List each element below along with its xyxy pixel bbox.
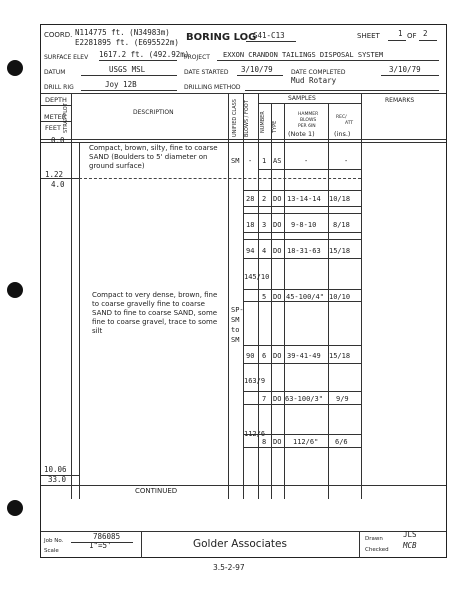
layer-description: Compact, brown, silty, fine to coarse SAND (Boulders to 5' diameter on ground surface) xyxy=(89,144,218,170)
sample-rec: 8/18 xyxy=(333,221,350,229)
col-att: ATT xyxy=(345,121,354,126)
boring-id: G41-C13 xyxy=(253,31,285,40)
sheet-of-label: OF xyxy=(407,32,417,40)
col-strat-plot: STRAT PLOT xyxy=(63,103,69,133)
scale-label: Scale xyxy=(44,548,59,554)
date-completed-label: DATE COMPLETED xyxy=(291,69,346,76)
unified-class: SP-SM to SM xyxy=(231,306,244,344)
sample-rec: 9/9 xyxy=(336,395,349,403)
sample-number: 3 xyxy=(262,221,267,229)
sample-blows-ft: 18 xyxy=(246,221,255,229)
sample-blows-ft: 112/6 xyxy=(244,430,266,438)
col-ins: (ins.) xyxy=(334,130,351,138)
sample-number: 2 xyxy=(262,195,267,203)
col-depth: DEPTH xyxy=(45,96,67,104)
col-number: NUMBER xyxy=(260,111,266,133)
sheet-total: 2 xyxy=(423,29,428,38)
sample-hammer: 39-41-49 xyxy=(287,352,321,360)
sample-blows-ft: 28 xyxy=(246,195,255,203)
sample-hammer: 45-100/4" xyxy=(286,293,324,301)
binder-hole xyxy=(7,60,23,76)
col-rec: REC/ xyxy=(336,115,347,120)
sample-rec: 10/10 xyxy=(329,293,351,301)
date-started: 3/10/79 xyxy=(241,65,273,74)
sample-blows-ft: 94 xyxy=(246,247,255,255)
col-remarks: REMARKS xyxy=(385,97,415,104)
sample-type: DO xyxy=(273,247,282,255)
col-type: TYPE xyxy=(272,120,278,133)
sample-hammer: 9-8-10 xyxy=(291,221,317,229)
sample-rec: 15/18 xyxy=(329,247,351,255)
unified-class: SM xyxy=(231,157,240,165)
binder-hole xyxy=(7,282,23,298)
sample-hammer: 63-100/3" xyxy=(285,395,323,403)
sample-blows-ft: 90 xyxy=(246,352,255,360)
coord-east: E2281895 ft. (E695522m) xyxy=(75,38,179,47)
continued-label: CONTINUED xyxy=(135,487,178,495)
col-samples: SAMPLES xyxy=(288,95,316,102)
sheet-label: SHEET xyxy=(357,32,380,40)
sample-rec: 6/6 xyxy=(335,438,348,446)
layer-description: Compact to very dense, brown, fine to coarse gravelly fine to coarse SAND to fine to coarse SAND, some fine to coarse gravel, trace to some silt xyxy=(92,291,218,335)
sample-hammer: 18-31-63 xyxy=(287,247,321,255)
sample-number: 7 xyxy=(262,395,267,403)
depth-mark: 10.06 xyxy=(44,465,67,474)
sample-hammer: 112/6" xyxy=(293,438,319,446)
drilling-method-label: DRILLING METHOD xyxy=(184,84,241,91)
col-per-6in: PER 6IN xyxy=(298,124,316,129)
binder-hole xyxy=(7,500,23,516)
sample-type: AS xyxy=(273,157,282,165)
sample-number: 5 xyxy=(262,293,267,301)
project-label: PROJECT xyxy=(184,54,210,61)
boring-log-sheet xyxy=(40,24,447,558)
sample-number: 6 xyxy=(262,352,267,360)
col-meter: METER xyxy=(44,113,67,121)
drill-rig: Joy 12B xyxy=(105,80,137,89)
drawn-label: Drawn xyxy=(365,536,383,542)
surface-elev: 1617.2 ft. (492.92m) xyxy=(99,50,190,59)
sample-blows-ft: 163/9 xyxy=(244,377,266,385)
col-note: (Note 1) xyxy=(288,130,315,138)
col-description: DESCRIPTION xyxy=(133,109,174,116)
sample-hammer: 13-14-14 xyxy=(287,195,321,203)
col-hammer: HAMMER xyxy=(298,112,319,117)
coord-north: N114775 ft. (N34983m) xyxy=(75,28,170,37)
col-blows-foot: BLOWS / FOOT xyxy=(244,100,250,137)
col-feet: FEET xyxy=(45,124,61,132)
boring-log-title: BORING LOG xyxy=(186,32,257,43)
coord-label: COORD. xyxy=(44,31,73,39)
datum-label: DATUM xyxy=(44,69,66,76)
sample-rec: 10/18 xyxy=(329,195,351,203)
drilling-method: Mud Rotary xyxy=(291,76,337,85)
sample-type: DO xyxy=(273,221,282,229)
sample-number: 1 xyxy=(262,157,267,165)
drill-rig-label: DRILL RIG xyxy=(44,84,74,91)
depth-mark: 0.0 xyxy=(51,136,65,145)
sample-type: DO xyxy=(273,195,282,203)
checked-label: Checked xyxy=(365,547,389,553)
surface-elev-label: SURFACE ELEV xyxy=(44,54,89,61)
sample-rec: - xyxy=(344,157,349,165)
depth-mark: 1.22 xyxy=(45,170,64,179)
job-no: 786085 xyxy=(93,532,121,541)
company-name: Golder Associates xyxy=(193,538,287,550)
datum: USGS MSL xyxy=(109,65,146,74)
sample-number: 8 xyxy=(262,438,267,446)
sample-type: DO xyxy=(273,352,282,360)
sample-blows-ft: - xyxy=(248,157,253,165)
sample-type: DO xyxy=(273,293,282,301)
drawn-by: JLS xyxy=(403,530,417,539)
col-blows: BLOWS xyxy=(300,118,317,123)
col-unified-class: UNIFIED CLASS xyxy=(232,99,238,137)
depth-mark: 33.0 xyxy=(48,475,67,484)
job-no-label: Job No. xyxy=(44,538,64,544)
sample-blows-ft: 145/10 xyxy=(244,273,270,281)
sheet-number: 1 xyxy=(398,29,403,38)
sample-type: DO xyxy=(273,395,282,403)
sample-number: 4 xyxy=(262,247,267,255)
scale: 1"=5' xyxy=(89,541,112,550)
date-started-label: DATE STARTED xyxy=(184,69,229,76)
project-name: EXXON CRANDON TAILINGS DISPOSAL SYSTEM xyxy=(223,51,384,59)
depth-mark: 4.0 xyxy=(51,180,65,189)
sample-hammer: - xyxy=(304,157,309,165)
date-completed: 3/10/79 xyxy=(389,65,421,74)
checked-by: MCB xyxy=(403,541,417,550)
sample-rec: 15/18 xyxy=(329,352,351,360)
sample-type: DO xyxy=(273,438,282,446)
page-number: 3.5-2-97 xyxy=(213,563,245,572)
